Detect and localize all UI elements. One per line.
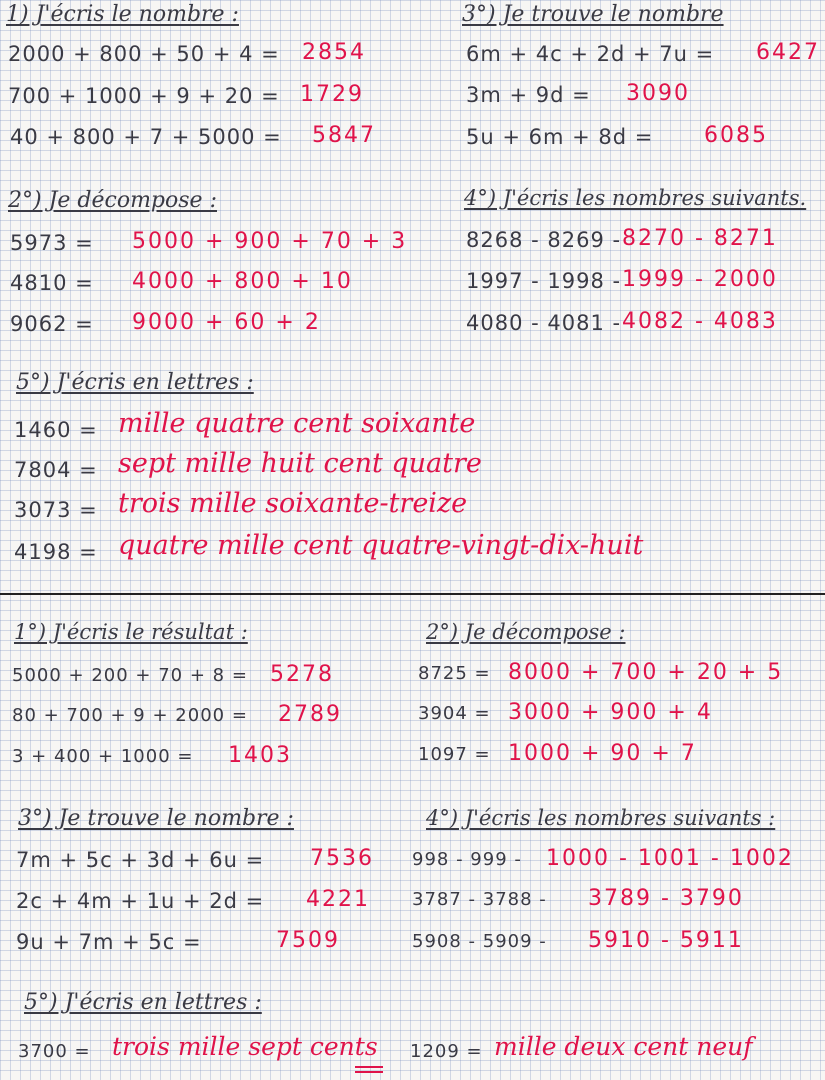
section-title: 2°) Je décompose : bbox=[8, 188, 217, 213]
question: 998 - 999 - bbox=[412, 849, 522, 870]
section-title: 4°) J'écris les nombres suivants. bbox=[464, 186, 807, 210]
section-title: 4°) J'écris les nombres suivants : bbox=[426, 806, 776, 830]
answer: trois mille soixante-treize bbox=[118, 488, 468, 519]
section-title: 5°) J'écris en lettres : bbox=[24, 990, 262, 1015]
section-title: 2°) Je décompose : bbox=[426, 620, 626, 644]
question: 3700 = bbox=[18, 1041, 91, 1062]
question: 7m + 5c + 3d + 6u = bbox=[16, 848, 265, 872]
question: 5908 - 5909 - bbox=[412, 931, 547, 952]
question: 3 + 400 + 1000 = bbox=[12, 746, 194, 767]
question: 1460 = bbox=[14, 418, 98, 442]
question: 4198 = bbox=[14, 540, 98, 564]
answer: sept mille huit cent quatre bbox=[118, 448, 482, 479]
question: 8725 = bbox=[418, 663, 491, 684]
answer: 1729 bbox=[300, 82, 364, 107]
answer-double-underline bbox=[355, 1071, 383, 1073]
answer: 3000 + 900 + 4 bbox=[508, 700, 713, 725]
page-divider bbox=[0, 593, 825, 595]
question: 2000 + 800 + 50 + 4 = bbox=[8, 42, 280, 66]
question: 2c + 4m + 1u + 2d = bbox=[16, 889, 265, 913]
question: 3073 = bbox=[14, 498, 98, 522]
section-title: 1) J'écris le nombre : bbox=[6, 2, 239, 27]
answer: 1999 - 2000 bbox=[622, 267, 778, 292]
question: 1209 = bbox=[410, 1041, 483, 1062]
answer: 5910 - 5911 bbox=[588, 928, 744, 953]
answer: 5847 bbox=[312, 123, 376, 148]
answer: 8270 - 8271 bbox=[622, 226, 778, 251]
question: 1097 = bbox=[418, 744, 491, 765]
question: 6m + 4c + 2d + 7u = bbox=[466, 42, 715, 66]
question: 9062 = bbox=[10, 312, 94, 336]
question: 4080 - 4081 - bbox=[466, 311, 622, 335]
answer: 9000 + 60 + 2 bbox=[132, 310, 321, 335]
question: 700 + 1000 + 9 + 20 = bbox=[8, 84, 280, 108]
question: 5000 + 200 + 70 + 8 = bbox=[12, 665, 248, 686]
answer: 6427 bbox=[756, 40, 820, 65]
answer: 3789 - 3790 bbox=[588, 886, 744, 911]
answer: 4082 - 4083 bbox=[622, 309, 778, 334]
question: 80 + 700 + 9 + 2000 = bbox=[12, 705, 248, 726]
section-title: 5°) J'écris en lettres : bbox=[16, 370, 254, 395]
answer: 6085 bbox=[704, 123, 768, 148]
question: 4810 = bbox=[10, 271, 94, 295]
answer: 7536 bbox=[310, 846, 374, 871]
answer: 4000 + 800 + 10 bbox=[132, 269, 353, 294]
answer: 4221 bbox=[306, 887, 370, 912]
answer: 2789 bbox=[278, 702, 342, 727]
question: 3m + 9d = bbox=[466, 83, 591, 107]
question: 1997 - 1998 - bbox=[466, 269, 622, 293]
question: 8268 - 8269 - bbox=[466, 228, 622, 252]
answer: 5000 + 900 + 70 + 3 bbox=[132, 229, 408, 254]
answer: 3090 bbox=[626, 81, 690, 106]
answer: 1000 - 1001 - 1002 bbox=[546, 846, 794, 871]
question: 7804 = bbox=[14, 458, 98, 482]
answer: 7509 bbox=[276, 928, 340, 953]
answer: 8000 + 700 + 20 + 5 bbox=[508, 660, 784, 685]
question: 40 + 800 + 7 + 5000 = bbox=[10, 125, 282, 149]
question: 9u + 7m + 5c = bbox=[16, 930, 202, 954]
section-title: 1°) J'écris le résultat : bbox=[14, 620, 248, 644]
question: 5973 = bbox=[10, 231, 94, 255]
answer-double-underline bbox=[355, 1066, 383, 1068]
answer: 5278 bbox=[270, 662, 334, 687]
question: 3787 - 3788 - bbox=[412, 889, 547, 910]
question: 5u + 6m + 8d = bbox=[466, 125, 654, 149]
answer: 1000 + 90 + 7 bbox=[508, 741, 697, 766]
answer: mille quatre cent soixante bbox=[118, 408, 476, 439]
section-title: 3°) Je trouve le nombre bbox=[462, 2, 724, 27]
section-title: 3°) Je trouve le nombre : bbox=[18, 806, 294, 831]
answer: trois mille sept cents bbox=[112, 1032, 378, 1061]
question: 3904 = bbox=[418, 703, 491, 724]
answer: 1403 bbox=[228, 743, 292, 768]
answer: 2854 bbox=[302, 40, 366, 65]
answer: mille deux cent neuf bbox=[494, 1032, 753, 1061]
answer: quatre mille cent quatre-vingt-dix-huit bbox=[118, 530, 644, 561]
